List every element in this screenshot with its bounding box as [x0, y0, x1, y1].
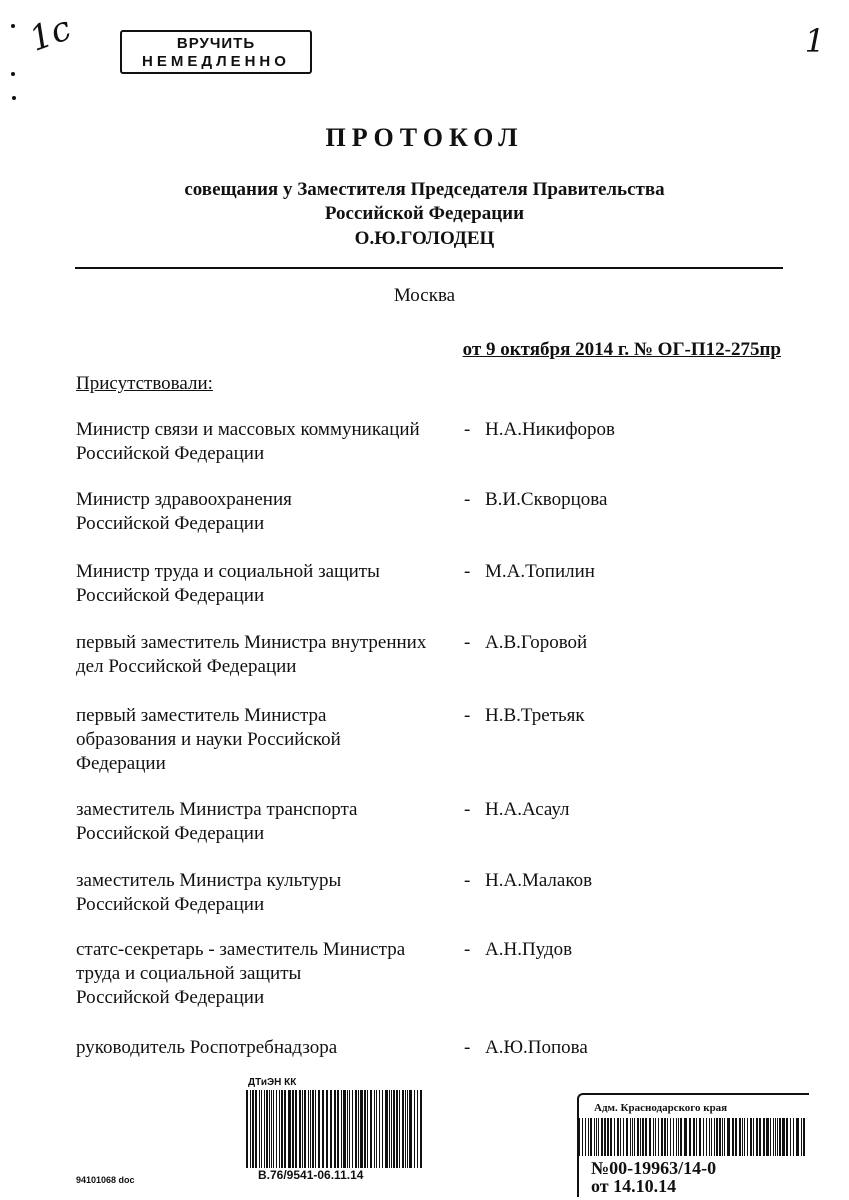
barcode-bar — [266, 1090, 267, 1168]
subtitle-line-3: О.Ю.ГОЛОДЕЦ — [354, 228, 495, 249]
attendee-row — [76, 631, 846, 701]
barcode-bar — [337, 1090, 338, 1168]
barcode-bar — [379, 1090, 380, 1168]
barcode-bar — [759, 1118, 760, 1156]
barcode-bar — [711, 1118, 712, 1156]
barcode-bar — [735, 1118, 737, 1156]
urgent-stamp — [120, 30, 312, 74]
barcode-bar — [673, 1118, 674, 1156]
registration-header: Адм. Краснодарского края — [594, 1102, 728, 1114]
barcode-bar — [658, 1118, 659, 1156]
barcode-bar — [680, 1118, 682, 1156]
barcode-bar — [693, 1118, 695, 1156]
barcode-bar — [312, 1090, 314, 1168]
attendee-row — [76, 418, 846, 488]
barcode-bar — [714, 1118, 715, 1156]
attendee-dash: - — [464, 939, 471, 960]
attendee-row — [76, 704, 846, 780]
barcode-bar — [653, 1118, 654, 1156]
barcode-bar — [793, 1118, 794, 1156]
barcode-bar — [255, 1090, 256, 1168]
barcode-bar — [594, 1118, 595, 1156]
barcode — [246, 1090, 424, 1168]
barcode-bar — [775, 1118, 776, 1156]
barcode-bar — [374, 1090, 375, 1168]
attendee-name: А.Ю.Попова — [485, 1037, 588, 1058]
attendee-name: Н.В.Третьяк — [485, 705, 585, 726]
barcode-bar — [399, 1090, 400, 1168]
barcode-bar — [315, 1090, 316, 1168]
attendee-row — [76, 869, 846, 939]
barcode-bar — [742, 1118, 743, 1156]
barcode-label: ДТиЭН КК — [248, 1077, 297, 1088]
barcode-bar — [722, 1118, 723, 1156]
barcode-bar — [299, 1090, 301, 1168]
barcode-bar — [409, 1090, 411, 1168]
attendee-row — [76, 938, 846, 1014]
barcode-bar — [770, 1118, 771, 1156]
attendee-dash: - — [464, 1037, 471, 1058]
handwritten-mark: 1с — [24, 8, 77, 60]
barcode-bar — [389, 1090, 390, 1168]
barcode-bar — [585, 1118, 586, 1156]
barcode-bar — [281, 1090, 282, 1168]
barcode-bar — [271, 1090, 272, 1168]
barcode-bar — [355, 1090, 356, 1168]
margin-dot — [12, 96, 16, 100]
barcode-bar — [732, 1118, 734, 1156]
barcode-bar — [288, 1090, 289, 1168]
barcode-bar — [358, 1090, 359, 1168]
barcode-bar — [259, 1090, 260, 1168]
city: Москва — [393, 285, 456, 306]
barcode-bar — [724, 1118, 725, 1156]
barcode-bar — [744, 1118, 745, 1156]
barcode-bar — [786, 1118, 788, 1156]
barcode-bar — [782, 1118, 784, 1156]
document-title: ПРОТОКОЛ — [325, 123, 524, 152]
barcode-bar — [634, 1118, 635, 1156]
barcode-bar — [640, 1118, 641, 1156]
barcode-bar — [699, 1118, 700, 1156]
barcode-bar — [620, 1118, 621, 1156]
attendee-position: первый заместитель Министра внутренних дел Российской Федерации — [76, 632, 427, 677]
barcode-bar — [582, 1118, 583, 1156]
attendee-position: Министр здравоохранения Российской Федерации — [76, 489, 292, 534]
barcode-bar — [739, 1118, 741, 1156]
barcode-bar — [322, 1090, 324, 1168]
barcode-bar — [349, 1090, 350, 1168]
barcode-bar — [276, 1090, 277, 1168]
barcode-bar — [310, 1090, 311, 1168]
barcode-bar — [796, 1118, 798, 1156]
barcode-bar — [250, 1090, 251, 1168]
barcode-bar — [610, 1118, 612, 1156]
attendee-row — [76, 488, 846, 558]
attendee-name: Н.А.Асаул — [485, 799, 570, 820]
stamp-line-2: НЕМЕДЛЕННО — [142, 53, 290, 70]
barcode-bar — [394, 1090, 395, 1168]
barcode-bar — [405, 1090, 406, 1168]
attendee-position: первый заместитель Министра образования и науки Российской Федерации — [76, 705, 341, 774]
barcode-bar — [661, 1118, 662, 1156]
barcode-bar — [719, 1118, 720, 1156]
barcode-bar — [747, 1118, 748, 1156]
barcode-bar — [308, 1090, 309, 1168]
barcode — [578, 1118, 806, 1156]
barcode-bar — [766, 1118, 767, 1156]
attendee-position: статс-секретарь - заместитель Министра труда и социальной защиты Российской Федерации — [76, 939, 406, 1008]
barcode-bar — [578, 1118, 580, 1156]
barcode-bar — [261, 1090, 262, 1168]
attendee-dash: - — [464, 632, 471, 653]
barcode-bar — [637, 1118, 639, 1156]
barcode-bar — [402, 1090, 403, 1168]
page-number: 1 — [804, 22, 825, 60]
divider — [75, 267, 783, 269]
barcode-bar — [630, 1118, 631, 1156]
barcode-bar — [716, 1118, 718, 1156]
barcode-bar — [756, 1118, 758, 1156]
barcode-bar — [393, 1090, 394, 1168]
barcode-bar — [607, 1118, 609, 1156]
document-reference: от 9 октября 2014 г. № ОГ-П12-275пр — [462, 339, 781, 360]
attendee-position: руководитель Роспотребнадзора — [76, 1037, 338, 1058]
barcode-bar — [417, 1090, 418, 1168]
barcode-bar — [385, 1090, 387, 1168]
barcode-bar — [727, 1118, 729, 1156]
barcode-bar — [273, 1090, 274, 1168]
barcode-bar — [684, 1118, 686, 1156]
barcode-bar — [364, 1090, 366, 1168]
barcode-bar — [360, 1090, 362, 1168]
barcode-bar — [284, 1090, 286, 1168]
barcode-bar — [341, 1090, 342, 1168]
barcode-bar — [767, 1118, 768, 1156]
barcode-bar — [343, 1090, 345, 1168]
stamp-line-1: ВРУЧИТЬ — [176, 35, 256, 52]
barcode-bar — [706, 1118, 707, 1156]
barcode-bar — [642, 1118, 644, 1156]
barcode-bar — [750, 1118, 751, 1156]
margin-dot — [11, 24, 15, 28]
barcode-bar — [596, 1118, 597, 1156]
barcode-bar — [670, 1118, 671, 1156]
present-label: Присутствовали: — [76, 373, 213, 394]
barcode-bar — [335, 1090, 336, 1168]
subtitle-line-2: Российской Федерации — [324, 203, 525, 224]
barcode-bar — [376, 1090, 377, 1168]
attendee-row — [76, 798, 846, 868]
barcode-bar — [655, 1118, 656, 1156]
barcode-bar — [420, 1090, 422, 1168]
barcode-bar — [326, 1090, 328, 1168]
barcode-bar — [664, 1118, 666, 1156]
attendee-name: Н.А.Никифоров — [485, 419, 616, 440]
attendee-dash: - — [464, 870, 471, 891]
barcode-bar — [407, 1090, 408, 1168]
registration-date: от 14.10.14 — [591, 1176, 677, 1196]
barcode-bar — [678, 1118, 679, 1156]
barcode-bar — [623, 1118, 624, 1156]
barcode-bar — [709, 1118, 710, 1156]
attendee-position: заместитель Министра транспорта Российской Федерации — [76, 799, 358, 844]
barcode-bar — [803, 1118, 805, 1156]
attendee-dash: - — [464, 799, 471, 820]
barcode-bar — [292, 1090, 294, 1168]
barcode-bar — [601, 1118, 603, 1156]
barcode-bar — [396, 1090, 398, 1168]
barcode-bar — [779, 1118, 781, 1156]
barcode-bar — [367, 1090, 368, 1168]
barcode-bar — [632, 1118, 633, 1156]
barcode-bar — [676, 1118, 677, 1156]
attendee-dash: - — [464, 705, 471, 726]
attendee-dash: - — [464, 419, 471, 440]
barcode-bar — [246, 1090, 248, 1168]
attendee-dash: - — [464, 561, 471, 582]
barcode-bar — [279, 1090, 280, 1168]
barcode-bar — [318, 1090, 320, 1168]
barcode-bar — [370, 1090, 371, 1168]
barcode-bar — [790, 1118, 791, 1156]
barcode-bar — [334, 1090, 335, 1168]
barcode-bar — [590, 1118, 592, 1156]
barcode-bar — [269, 1090, 270, 1168]
attendee-name: Н.А.Малаков — [485, 870, 593, 891]
attendee-position: Министр связи и массовых коммуникаций Российской Федерации — [76, 419, 420, 464]
attendee-row — [76, 560, 846, 630]
registration-number: №00-19963/14-0 — [591, 1158, 717, 1178]
barcode-bar — [773, 1118, 774, 1156]
attendee-row — [76, 1036, 846, 1066]
barcode-bar — [696, 1118, 697, 1156]
barcode-bar — [604, 1118, 605, 1156]
attendee-name: В.И.Скворцова — [485, 489, 608, 510]
barcode-bar — [598, 1118, 599, 1156]
barcode-bar — [289, 1090, 290, 1168]
barcode-bar — [667, 1118, 668, 1156]
barcode-bar — [391, 1090, 392, 1168]
barcode-bar — [352, 1090, 353, 1168]
barcode-bar — [753, 1118, 754, 1156]
attendee-name: А.В.Горовой — [485, 632, 588, 653]
barcode-bar — [703, 1118, 704, 1156]
attendee-position: Министр труда и социальной защиты Российской Федерации — [76, 561, 380, 606]
barcode-bar — [614, 1118, 615, 1156]
file-code: 94101068 doc — [76, 1175, 135, 1185]
barcode-bar — [777, 1118, 778, 1156]
barcode-bar — [626, 1118, 628, 1156]
barcode-bar — [252, 1090, 254, 1168]
barcode-bar — [302, 1090, 303, 1168]
barcode-bar — [689, 1118, 691, 1156]
barcode-bar — [645, 1118, 647, 1156]
barcode-bar — [588, 1118, 589, 1156]
attendee-dash: - — [464, 489, 471, 510]
attendee-position: заместитель Министра культуры Российской Федерации — [76, 870, 342, 915]
barcode-bar — [649, 1118, 651, 1156]
barcode-bar — [295, 1090, 296, 1168]
attendee-name: А.Н.Пудов — [485, 939, 573, 960]
barcode-bar — [330, 1090, 331, 1168]
barcode-bar — [617, 1118, 618, 1156]
margin-dot — [11, 72, 15, 76]
barcode-bar — [264, 1090, 265, 1168]
barcode-bar — [382, 1090, 383, 1168]
barcode-bar — [414, 1090, 415, 1168]
barcode-bar — [347, 1090, 348, 1168]
barcode-caption: В.76/9541-06.11.14 — [258, 1168, 364, 1182]
barcode-bar — [763, 1118, 765, 1156]
subtitle-line-1: совещания у Заместителя Председателя Правительства — [184, 179, 665, 200]
attendee-name: М.А.Топилин — [485, 561, 595, 582]
barcode-bar — [801, 1118, 802, 1156]
barcode-bar — [304, 1090, 305, 1168]
